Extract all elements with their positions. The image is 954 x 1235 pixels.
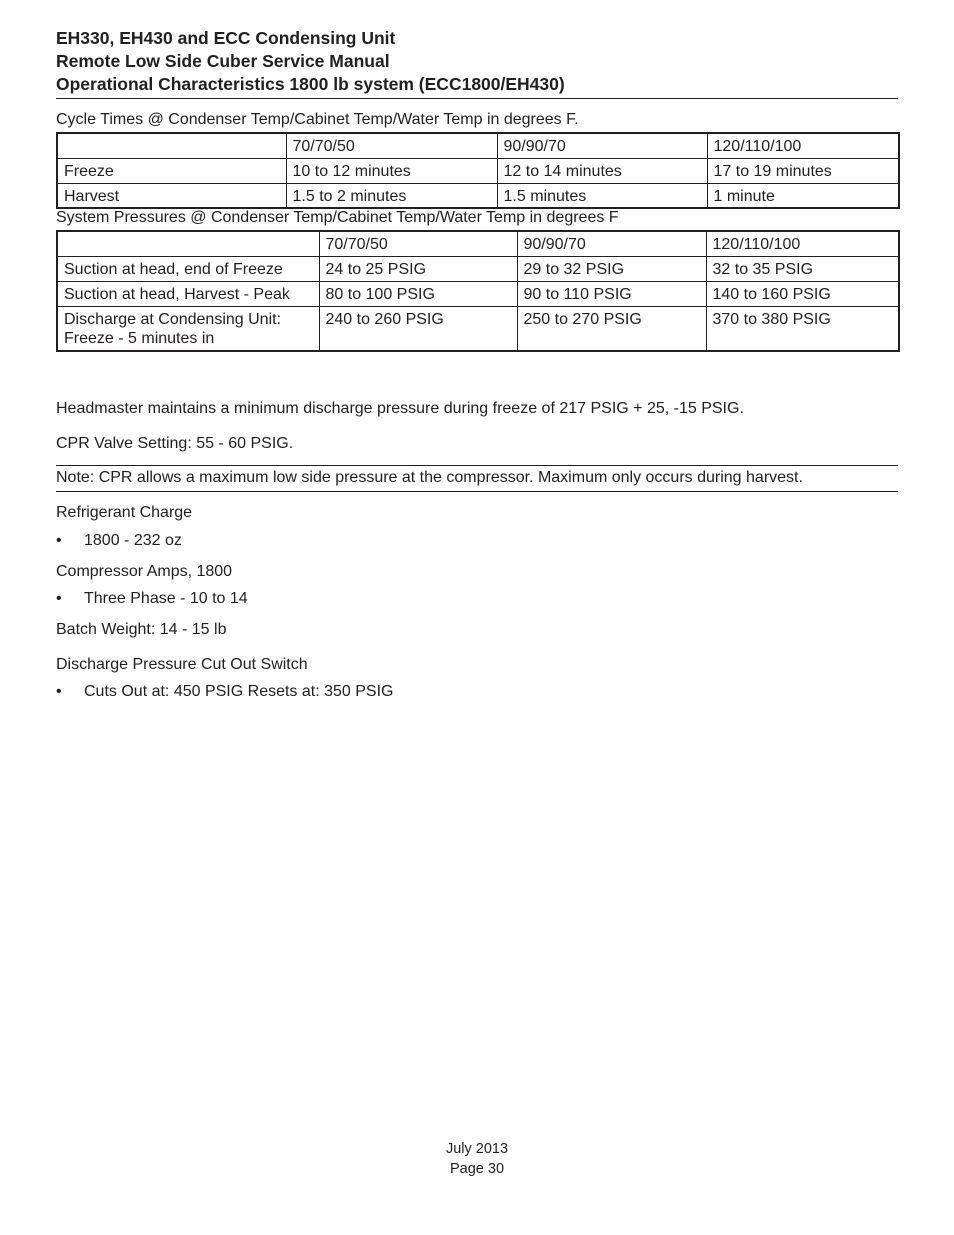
table-cell: [57, 133, 286, 158]
table-cell: 90/90/70: [517, 231, 706, 256]
footer-date: July 2013: [445, 1141, 509, 1157]
table-cell: 120/110/100: [707, 133, 899, 158]
list-item: [56, 682, 393, 701]
table-cell: Freeze: [57, 158, 286, 183]
table-row: [57, 158, 899, 183]
table-header-row: [57, 133, 899, 158]
batch-weight-text: Batch Weight: 14 - 15 lb: [56, 621, 227, 638]
table-cell: 370 to 380 PSIG: [706, 306, 899, 351]
cpr-note: Note: CPR allows a maximum low side pressure at the compressor. Maximum only occurs during harvest.: [56, 469, 803, 486]
header-title-line1: EH330, EH430 and ECC Condensing Unit: [56, 28, 396, 48]
table-cell: 70/70/50: [286, 133, 497, 158]
document-header: [56, 27, 898, 96]
footer-page-number: Page 30: [449, 1161, 505, 1177]
refrigerant-heading: Refrigerant Charge: [56, 504, 193, 521]
header-title-line3: Operational Characteristics 1800 lb system (ECC1800/EH430): [56, 74, 565, 94]
amps-item: Three Phase - 10 to 14: [84, 590, 248, 607]
header-title-line2: Remote Low Side Cuber Service Manual: [56, 51, 390, 71]
table-cell: 120/110/100: [706, 231, 899, 256]
cpr-setting-text: CPR Valve Setting: 55 - 60 PSIG.: [56, 435, 294, 452]
table-row: [57, 183, 899, 208]
header-divider: [56, 98, 898, 99]
note-divider-top: [56, 465, 898, 466]
bullet-glyph: •: [56, 532, 62, 549]
table-cell: 29 to 32 PSIG: [517, 256, 706, 281]
table-cell: 17 to 19 minutes: [707, 158, 899, 183]
table-row: [57, 306, 899, 351]
table-cell: 12 to 14 minutes: [497, 158, 707, 183]
table-cell: 140 to 160 PSIG: [706, 281, 899, 306]
table-cell: Discharge at Condensing Unit: Freeze - 5 minutes in: [57, 306, 319, 351]
note-divider-bottom: [56, 491, 898, 492]
table-row: [57, 281, 899, 306]
table-row: [57, 256, 899, 281]
amps-heading: Compressor Amps, 1800: [56, 563, 233, 580]
table-header-row: [57, 231, 899, 256]
table-cell: 90 to 110 PSIG: [517, 281, 706, 306]
list-item: [56, 589, 248, 608]
cycle-times-caption: Cycle Times @ Condenser Temp/Cabinet Temp/Water Temp in degrees F.: [56, 111, 579, 128]
table-cell: Harvest: [57, 183, 286, 208]
table-cell: 1.5 minutes: [497, 183, 707, 208]
system-pressures-caption: System Pressures @ Condenser Temp/Cabinet Temp/Water Temp in degrees F: [56, 209, 619, 226]
headmaster-text: Headmaster maintains a minimum discharge pressure during freeze of 217 PSIG + 25, -15 PSIG.: [56, 400, 744, 417]
table-cell: 24 to 25 PSIG: [319, 256, 517, 281]
cutout-heading: Discharge Pressure Cut Out Switch: [56, 656, 308, 673]
table-cell: 1 minute: [707, 183, 899, 208]
table-cell: 1.5 to 2 minutes: [286, 183, 497, 208]
table-cell: 80 to 100 PSIG: [319, 281, 517, 306]
refrigerant-item: 1800 - 232 oz: [84, 532, 182, 549]
bullet-glyph: •: [56, 683, 62, 700]
table-cell: 240 to 260 PSIG: [319, 306, 517, 351]
list-item: [56, 531, 182, 550]
table-cell: Suction at head, Harvest - Peak: [57, 281, 319, 306]
table-cell: 32 to 35 PSIG: [706, 256, 899, 281]
table-cell: [57, 231, 319, 256]
cycle-times-table: [56, 132, 900, 209]
table-cell: 70/70/50: [319, 231, 517, 256]
table-cell: 250 to 270 PSIG: [517, 306, 706, 351]
system-pressures-table: [56, 230, 900, 352]
table-cell: 10 to 12 minutes: [286, 158, 497, 183]
cutout-item: Cuts Out at: 450 PSIG Resets at: 350 PSIG: [84, 683, 394, 700]
bullet-glyph: •: [56, 590, 62, 607]
table-cell: Suction at head, end of Freeze: [57, 256, 319, 281]
table-cell: 90/90/70: [497, 133, 707, 158]
